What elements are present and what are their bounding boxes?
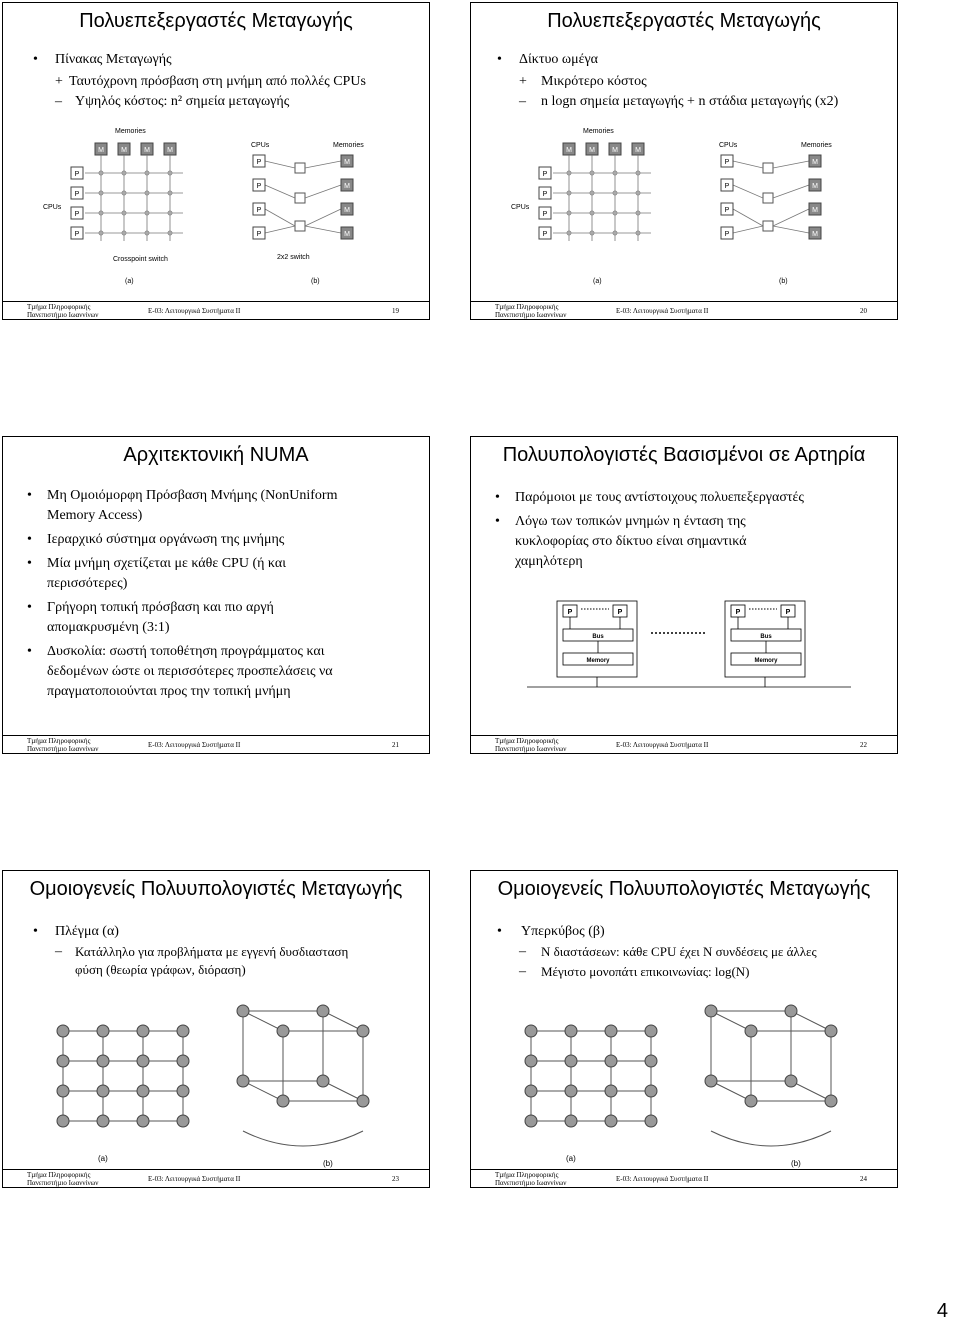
fig-2x2-label: 2x2 switch [277,254,310,261]
slide-number: 21 [392,741,399,749]
bullet-text-cont: Memory Access) [47,508,143,523]
sub-text-cont: φύση (θεωρία γράφων, διόραση) [75,962,246,977]
footer-dept: Τµήµα Πληροφορικής [27,737,91,745]
footer-uni: Πανεπιστήµιο Ιωαννίνων [27,311,99,319]
bullet-text: Γρήγορη τοπική πρόσβαση και πιο αργή [47,600,274,615]
svg-text:Memories: Memories [801,142,832,149]
svg-text:M: M [344,207,350,214]
sub-text: N διαστάσεων: κάθε CPU έχει N συνδέσεις με άλλες [541,944,817,959]
fig-memories-label-b: Memories [333,142,364,149]
footer-rule [3,301,429,302]
svg-text:P: P [735,609,741,616]
svg-text:P: P [567,609,573,616]
mesh-hypercube-figure [501,991,871,1171]
svg-text:Memory: Memory [754,658,778,664]
bullet-text-cont: κυκλοφορίας στο δίκτυο είναι σημαντικά [515,534,747,549]
slide-number: 20 [860,307,867,315]
bullet-marker: • [27,600,32,615]
mesh-hypercube-figure [33,991,403,1171]
footer-course: Ε-03: Λειτουργικά Συστήµατα ΙΙ [616,1175,709,1183]
svg-text:P: P [724,159,730,166]
sub-marker: + [55,74,63,89]
fig-label-b: (b) [311,278,320,285]
bullet-marker: • [497,924,502,939]
footer-course: Ε-03: Λειτουργικά Συστήµατα ΙΙ [616,307,709,315]
bullet-text-cont: απομακρυσμένη (3:1) [47,620,170,635]
bullet-marker: • [27,488,32,503]
svg-text:P: P [256,231,262,238]
bullet-text: Πλέγμα (α) [55,924,119,939]
footer-dept: Τµήµα Πληροφορικής [495,737,559,745]
svg-text:P: P [256,207,262,214]
sub-marker: – [55,94,62,109]
sub-marker: – [519,964,526,979]
svg-text:M: M [812,207,818,214]
slide-number: 23 [392,1175,399,1183]
svg-text:(b): (b) [779,278,788,285]
fig-cpus-label: CPUs [43,204,62,211]
svg-text:P: P [542,211,548,218]
slide-20 [470,2,898,320]
svg-text:P: P [617,609,623,616]
slide-number: 24 [860,1175,867,1183]
slide-title: Αρχιτεκτονική NUMA [123,444,309,466]
fig-cpus-label-b: CPUs [251,142,270,149]
footer-uni: Πανεπιστήµιο Ιωαννίνων [27,1179,99,1187]
bullet-marker: • [27,556,32,571]
bullet-text: Δίκτυο ωμέγα [519,52,599,67]
svg-text:M: M [121,147,127,154]
footer-uni: Πανεπιστήµιο Ιωαννίνων [495,745,567,753]
slide-21 [2,436,430,754]
footer-course: Ε-03: Λειτουργικά Συστήµατα ΙΙ [148,1175,241,1183]
svg-text:M: M [344,231,350,238]
sub-marker: – [519,94,526,109]
footer-rule [3,1169,429,1170]
footer-uni: Πανεπιστήµιο Ιωαννίνων [27,745,99,753]
svg-text:Bus: Bus [760,634,772,640]
slide-title: Πολυυπολογιστές Βασισμένοι σε Αρτηρία [502,444,866,466]
footer-uni: Πανεπιστήµιο Ιωαννίνων [495,1179,567,1187]
svg-text:P: P [542,231,548,238]
slide-number: 19 [392,307,399,315]
slide-23 [2,870,430,1188]
footer-rule [471,735,897,736]
footer-course: Ε-03: Λειτουργικά Συστήµατα ΙΙ [616,741,709,749]
crosspoint-grid [85,155,183,241]
svg-text:M: M [566,147,572,154]
svg-text:(b): (b) [791,1159,801,1168]
bullet-marker: • [27,532,32,547]
omega-switches [295,163,305,231]
bullet-text: Παρόμοιοι με τους αντίστοιχους πολυεπεξεργαστές [515,490,804,505]
svg-text:M: M [612,147,618,154]
bullet-text: Λόγω των τοπικών μνημών η ένταση της [515,514,746,529]
slide-22 [470,436,898,754]
svg-text:M: M [144,147,150,154]
svg-text:CPUs: CPUs [719,142,738,149]
svg-text:P: P [74,171,80,178]
svg-text:M: M [635,147,641,154]
crossbar-figure [33,121,413,296]
bus-multicomputer-figure [521,595,861,695]
page-number: 4 [936,1300,948,1322]
bullet-marker: • [495,490,500,505]
slide-title: Πολυεπεξεργαστές Μεταγωγής [547,10,821,32]
svg-text:P: P [724,207,730,214]
crossbar-figure [501,121,881,296]
footer-rule [471,1169,897,1170]
bullet-marker: • [495,514,500,529]
svg-text:P: P [256,183,262,190]
svg-text:M: M [344,159,350,166]
footer-dept: Τµήµα Πληροφορικής [495,303,559,311]
fig-memories-label: Memories [115,128,146,135]
svg-text:CPUs: CPUs [511,204,530,211]
sub-text: Ταυτόχρονη πρόσβαση στη μνήμη από πολλές CPUs [69,74,366,89]
svg-text:M: M [812,159,818,166]
sub-marker: – [519,944,526,959]
svg-text:P: P [74,231,80,238]
svg-text:P: P [74,191,80,198]
svg-text:(a): (a) [566,1154,576,1163]
slide-title: Ομοιογενείς Πολυυπολογιστές Μεταγωγής [29,878,403,900]
footer-rule [471,301,897,302]
footer-rule [3,735,429,736]
bullet-marker: • [33,924,38,939]
svg-text:P: P [74,211,80,218]
slide-title: Πολυεπεξεργαστές Μεταγωγής [79,10,353,32]
footer-dept: Τµήµα Πληροφορικής [27,1171,91,1179]
slide-24 [470,870,898,1188]
svg-text:M: M [98,147,104,154]
svg-text:P: P [542,191,548,198]
footer-uni: Πανεπιστήµιο Ιωαννίνων [495,311,567,319]
footer-dept: Τµήµα Πληροφορικής [27,303,91,311]
fig-crosspoint-label: Crosspoint switch [113,256,168,263]
svg-text:M: M [167,147,173,154]
bullet-marker: • [27,644,32,659]
slide-title: Ομοιογενείς Πολυυπολογιστές Μεταγωγής [497,878,871,900]
svg-text:(a): (a) [593,278,602,285]
bullet-text-cont: περισσότερες) [47,576,128,591]
sub-text: n logn σημεία μεταγωγής + n στάδια μεταγωγής (x2) [541,94,839,109]
bullet-text: Υπερκύβος (β) [521,924,605,939]
bullet-marker: • [33,52,38,67]
footer-course: Ε-03: Λειτουργικά Συστήµατα ΙΙ [148,307,241,315]
sub-text: Υψηλός κόστος: n² σημεία μεταγωγής [75,94,290,109]
svg-text:(a): (a) [98,1154,108,1163]
bullet-text: Μία μνήμη σχετίζεται με κάθε CPU (ή και [47,556,286,571]
sub-text: Κατάλληλο για προβλήματα με εγγενή δυσδιασταση [75,944,349,959]
sub-text: Μέγιστο μονοπάτι επικοινωνίας: log(N) [541,964,750,979]
slide-19 [2,2,430,320]
bullet-text-cont: πραγματοποιούνται προς την τοπική μνήμη [47,684,291,699]
svg-text:M: M [812,231,818,238]
bullet-text: Μη Ομοιόμορφη Πρόσβαση Μνήμης (NonUniform [47,488,338,503]
footer-dept: Τµήµα Πληροφορικής [495,1171,559,1179]
bullet-text: Ιεραρχικό σύστημα οργάνωση της μνήμης [47,532,285,547]
svg-text:P: P [785,609,791,616]
svg-text:M: M [344,183,350,190]
svg-text:Bus: Bus [592,634,604,640]
slide-number: 22 [860,741,867,749]
bullet-text-cont: χαμηλότερη [515,554,583,569]
svg-text:Memory: Memory [586,658,610,664]
bullet-text: Δυσκολία: σωστή τοποθέτηση προγράμματος και [47,644,325,659]
bullet-marker: • [497,52,502,67]
svg-text:P: P [256,159,262,166]
svg-text:M: M [589,147,595,154]
bullet-text: Πίνακας Μεταγωγής [55,52,172,67]
svg-text:P: P [724,183,730,190]
svg-text:(b): (b) [323,1159,333,1168]
svg-text:Memories: Memories [583,128,614,135]
fig-label-a: (a) [125,278,134,285]
svg-text:P: P [542,171,548,178]
footer-course: Ε-03: Λειτουργικά Συστήµατα ΙΙ [148,741,241,749]
memory-row [95,143,176,155]
svg-text:P: P [724,231,730,238]
sub-marker: – [55,944,62,959]
svg-text:M: M [812,183,818,190]
bullet-text-cont: δεδομένων ώστε οι περισσότερες προσπελάσεις να [47,664,333,679]
sub-marker: + [519,74,527,89]
sub-text: Μικρότερο κόστος [541,74,647,89]
